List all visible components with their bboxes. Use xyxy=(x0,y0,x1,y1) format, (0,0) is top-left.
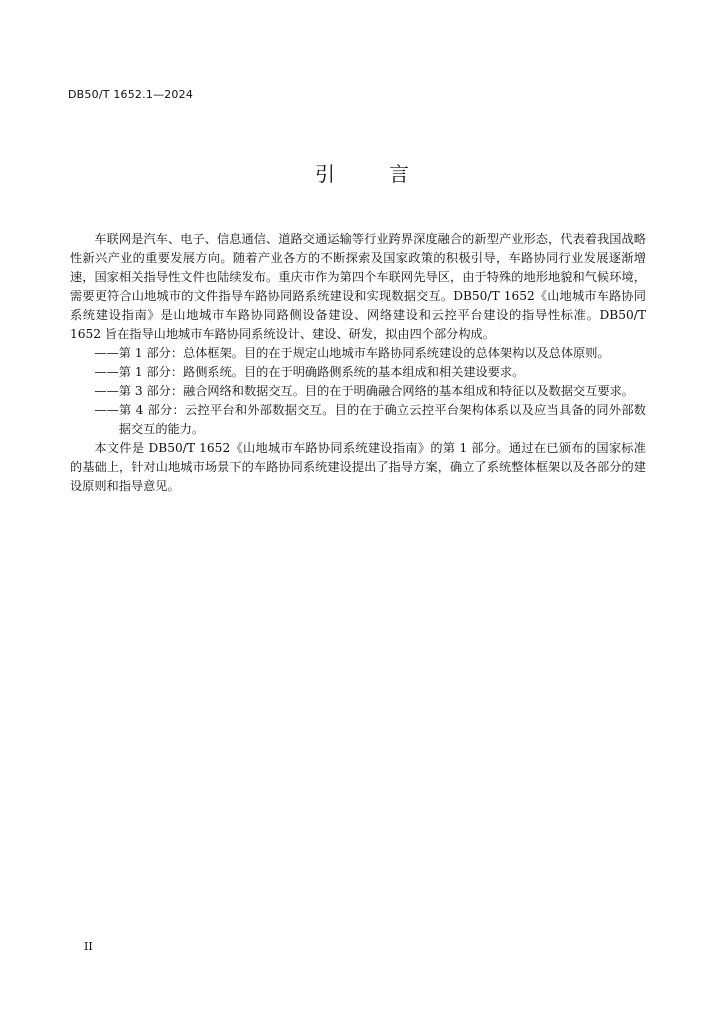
part-3-item: ——第 3 部分：融合网络和数据交互。目的在于明确融合网络的基本组成和特征以及数据交互要求。 xyxy=(94,384,634,398)
page-title: 引言 xyxy=(315,162,463,186)
part-4-item: ——第 4 部分：云控平台和外部数据交互。目的在于确立云控平台架构体系以及应当具备的同外部数据交互的能力。 xyxy=(94,403,646,436)
closing-paragraph: 本文件是 DB50/T 1652《山地城市车路协同系统建设指南》的第 1 部分。通过在已颁布的国家标准的基础上，针对山地城市场景下的车路协同系统建设提出了指导方案，确立了系统整体框架以及各部分的建设原则和指导意见。 xyxy=(70,441,646,493)
part-2-item: ——第 1 部分：路侧系统。目的在于明确路侧系统的基本组成和相关建设要求。 xyxy=(94,365,525,379)
document-code: DB50/T 1652.1—2024 xyxy=(68,88,194,101)
page-number: II xyxy=(84,940,93,953)
part-1-item: ——第 1 部分：总体框架。目的在于规定山地城市车路协同系统建设的总体架构以及总体原则。 xyxy=(94,346,610,360)
intro-paragraph: 车联网是汽车、电子、信息通信、道路交通运输等行业跨界深度融合的新型产业形态，代表着我国战略性新兴产业的重要发展方向。随着产业各方的不断探索及国家政策的积极引导，车路协同行业发展逐渐增速，国家相关指导性文件也陆续发布。重庆市作为第四个车联网先导区，由于特殊的地形地貌和气候环境，需要更符合山地城市的文件指导车路协同路系统建设和实现数据交互。DB50/T 1652《山地城市车路协同系统建设指南》是山地城市车路协同路侧设备建设、网络建设和云控平台建设的指导性标准。DB50/T 1652 旨在指导山地城市车路协同系统设计、建设、研发，拟由四个部分构成。 xyxy=(70,232,646,341)
document-body xyxy=(70,230,646,496)
